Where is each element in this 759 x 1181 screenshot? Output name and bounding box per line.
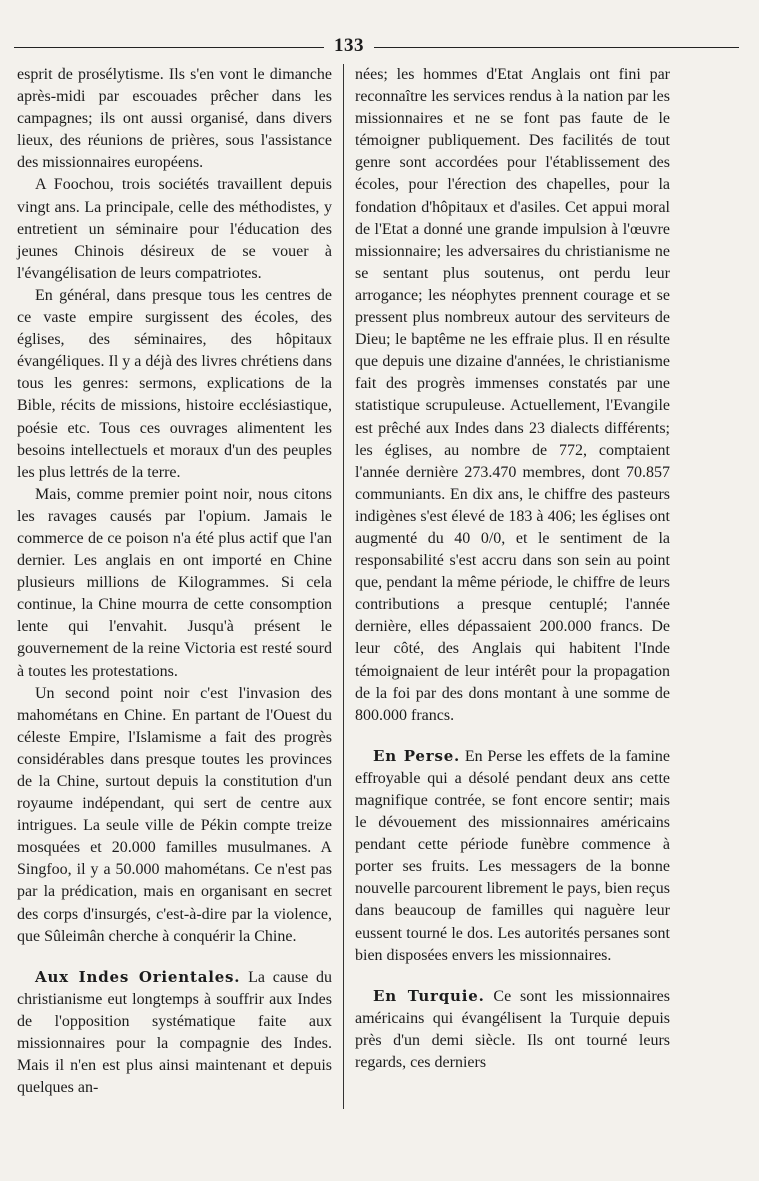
paragraph: Mais, comme premier point noir, nous citons les ravages causés par l'opium. Jamais le commerce de ce poison n'a été plus actif que l'an dernier. Les anglais en ont importé en Chine plusieurs millions de Kilogrammes. Si cela continue, la Chine mourra de cette consomption lente qui l'envahit. Jusqu'à présent le gouvernement de la reine Victoria est resté sourd à toutes les protestations. — [17, 485, 332, 680]
paragraph: En général, dans presque tous les centres de ce vaste empire surgissent des écoles, des églises, des séminaires, des hôpitaux évangéliques. Il y a déjà des livres chrétiens dans tous les genres: sermons, explications de la Bible, récits de missions, histoire ecclésiastique, poésie etc. Tous ces ouvrages alimentent les besoins intellectuels et moraux d'un des peuples les plus lettrés de la terre. — [17, 286, 332, 481]
section-heading: En Turquie. — [373, 986, 485, 1005]
column-divider — [343, 64, 344, 1109]
right-column — [355, 64, 670, 1074]
section-indes — [17, 966, 332, 1100]
section-turquie — [355, 985, 670, 1074]
paragraph: A Foochou, trois sociétés travaillent depuis vingt ans. La principale, celle des méthodistes, y entretient un séminaire pour l'éducation des jeunes Chinois désireux de se vouer à l'évangélisation de leurs compatriotes. — [17, 176, 332, 282]
header-rule-left — [14, 47, 324, 48]
paragraph: Un second point noir c'est l'invasion des mahométans en Chine. En partant de l'Ouest du céleste Empire, l'Islamisme a fait des progrès considérables dans presque toutes les provinces de la Chine, surtout depuis la constitution d'un royaume indépendant, qui sert de centre aux intrigues. La seule ville de Pékin compte treize mosquées et 20.000 familles musulmanes. A Singfoo, il y a 50.000 mahométans. Ce n'est pas par la prédication, mais en organisant en secret des corps d'insurgés, c'est-à-dire par la violence, que Sûleimân cherche à conquérir la Chine. — [17, 684, 332, 945]
section-heading: En Perse. — [373, 746, 461, 765]
paragraph: nées; les hommes d'Etat Anglais ont fini par reconnaître les services rendus à la nation par les missionnaires et ne se font pas faute de le témoigner publiquement. Des facilités de tout genre sont accordées pour l'établissement des écoles, pour l'érection des chapelles, pour la fondation d'hôpitaux et d'asiles. Cet appui moral de l'Etat a donné une grande impulsion à l'œuvre missionnaire; les adversaires du christianisme ne se sentant plus soutenus, ont perdu leur arrogance; les néophytes prennent courage et se pressent plus nombreux autour des serviteurs de Dieu; le baptême ne les effraie plus. Il en résulte que depuis une dizaine d'années, le christianisme fait des progrès immenses constatés par une statistique scrupuleuse. Actuellement, l'Evangile est prêché aux Indes dans 23 dialects différents; les églises, au nombre de 772, comptaient l'année dernière 273.470 membres, dont 70.857 communiants. En dix ans, le chiffre des pasteurs indigènes s'est élevé de 183 à 406; les églises ont augmenté du 40 0/0, et le sentiment de la responsabilité s'est accru dans son sein au point que, pendant la même période, le chiffre de leurs contributions a presque centuplé; l'année dernière, elles dépassaient 200.000 francs. De leur côté, des Anglais qui habitent l'Inde témoignaient de leur intérêt pour la propagation de la foi par des dons montant à une somme de 800.000 francs. — [355, 66, 670, 724]
header-rule-right — [374, 47, 739, 48]
section-perse — [355, 745, 670, 967]
section-heading: Aux Indes Orientales. — [35, 967, 241, 986]
paragraph: esprit de prosélytisme. Ils s'en vont le dimanche après-midi par escouades prêcher dans les campagnes; ils ont aussi organisé, dans divers lieux, des réunions de prières, sous l'assistance des missionnaires européens. — [17, 66, 332, 172]
paragraph-text: La cause du christianisme eut longtemps à souffrir aux Indes de l'opposition systématique faite aux missionnaires pour la compagnie des Indes. Mais il n'en est plus ainsi maintenant et depuis quelques an- — [17, 968, 333, 1097]
paragraph-text: En Perse les effets de la famine effroyable qui a désolé pendant deux ans cette magnifique contrée, se font encore sentir; mais le dévouement des missionnaires américains pendant cette période funèbre commence à porter ses fruits. Les messagers de la bonne nouvelle parcourent librement le pays, bien reçus dans beaucoup de familles qui naguère leur eussent tourné le dos. Les autorités persanes sont bien disposées envers les missionnaires. — [355, 747, 671, 964]
paragraph-text: Ce sont les missionnaires américains qui évangélisent la Turquie depuis près d'un demi siècle. Ils ont tourné leurs regards, ces derniers — [355, 987, 670, 1072]
page-header — [14, 35, 739, 63]
page-number: 133 — [334, 35, 364, 56]
left-column — [17, 64, 332, 1099]
